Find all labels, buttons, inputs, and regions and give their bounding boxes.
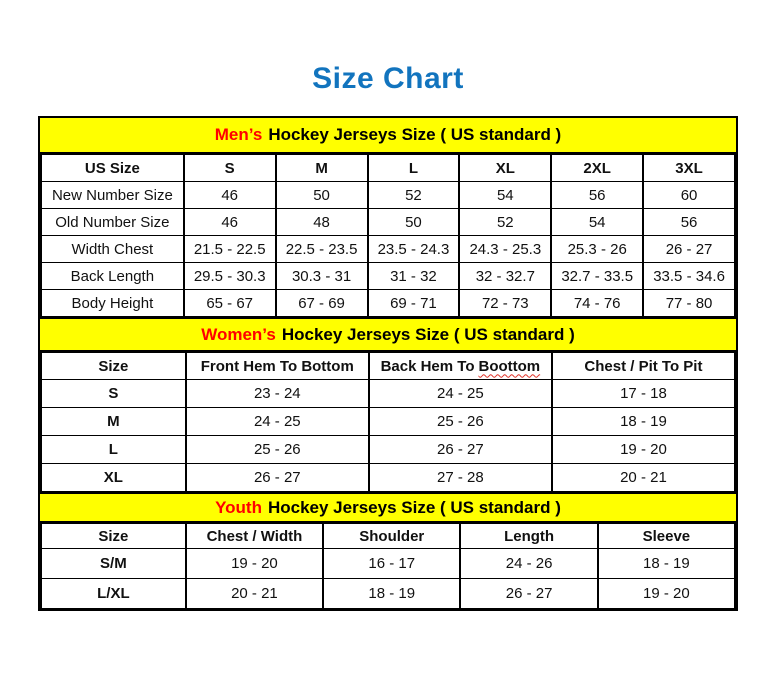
row-label: L/XL	[41, 579, 186, 609]
womens-header-row	[41, 353, 735, 380]
column-header: US Size	[41, 155, 184, 182]
table-cell: 50	[368, 209, 460, 236]
column-header	[369, 353, 552, 380]
table-cell: 23 - 24	[186, 380, 369, 408]
table-cell: 32 - 32.7	[459, 263, 551, 290]
table-cell: 77 - 80	[643, 290, 735, 317]
table-cell: 72 - 73	[459, 290, 551, 317]
table-cell: 54	[551, 209, 643, 236]
table-cell: 33.5 - 34.6	[643, 263, 735, 290]
table-cell: 56	[643, 209, 735, 236]
table-cell: 19 - 20	[552, 436, 735, 464]
table-cell: 23.5 - 24.3	[368, 236, 460, 263]
column-header: Chest / Width	[186, 524, 323, 549]
table-row	[41, 182, 735, 209]
table-cell: 22.5 - 23.5	[276, 236, 368, 263]
table-cell: 29.5 - 30.3	[184, 263, 276, 290]
column-header: Size	[41, 524, 186, 549]
column-header: 3XL	[643, 155, 735, 182]
row-label: New Number Size	[41, 182, 184, 209]
table-row	[41, 263, 735, 290]
table-cell: 46	[184, 182, 276, 209]
mens-size-table	[40, 154, 736, 317]
table-cell: 26 - 27	[643, 236, 735, 263]
table-cell: 52	[459, 209, 551, 236]
column-header: S	[184, 155, 276, 182]
row-label: S	[41, 380, 186, 408]
table-cell: 24 - 25	[369, 380, 552, 408]
mens-banner-text: Hockey Jerseys Size ( US standard )	[268, 125, 562, 144]
table-cell: 46	[184, 209, 276, 236]
table-cell: 26 - 27	[460, 579, 597, 609]
table-cell: 18 - 19	[552, 408, 735, 436]
table-cell: 54	[459, 182, 551, 209]
mens-section-banner	[40, 118, 736, 154]
page-title: Size Chart	[312, 62, 464, 95]
column-header: Length	[460, 524, 597, 549]
table-cell: 20 - 21	[186, 579, 323, 609]
womens-banner-text: Hockey Jerseys Size ( US standard )	[281, 324, 575, 344]
misspelled-word: Boottom	[478, 357, 541, 375]
mens-header-row	[41, 155, 735, 182]
table-row	[41, 579, 735, 609]
column-header: XL	[459, 155, 551, 182]
youth-banner-highlight: Youth	[215, 497, 262, 517]
column-header: M	[276, 155, 368, 182]
table-cell: 60	[643, 182, 735, 209]
table-cell: 50	[276, 182, 368, 209]
table-row	[41, 236, 735, 263]
size-chart	[38, 116, 738, 611]
table-cell: 56	[551, 182, 643, 209]
table-cell: 16 - 17	[323, 549, 460, 579]
row-label: Body Height	[41, 290, 184, 317]
youth-banner-text: Hockey Jerseys Size ( US standard )	[267, 497, 561, 517]
column-header: Chest / Pit To Pit	[552, 353, 735, 380]
row-label: M	[41, 408, 186, 436]
column-header: Front Hem To Bottom	[186, 353, 369, 380]
row-label: Back Length	[41, 263, 184, 290]
table-cell: 32.7 - 33.5	[551, 263, 643, 290]
table-cell: 26 - 27	[369, 436, 552, 464]
table-cell: 24 - 25	[186, 408, 369, 436]
table-cell: 30.3 - 31	[276, 263, 368, 290]
table-cell: 18 - 19	[598, 549, 735, 579]
table-cell: 27 - 28	[369, 464, 552, 492]
column-header: Sleeve	[598, 524, 735, 549]
row-label: Width Chest	[41, 236, 184, 263]
table-cell: 48	[276, 209, 368, 236]
table-cell: 25 - 26	[369, 408, 552, 436]
table-cell: 24.3 - 25.3	[459, 236, 551, 263]
table-cell: 24 - 26	[460, 549, 597, 579]
youth-header-row	[41, 524, 735, 549]
youth-section-banner	[40, 492, 736, 523]
table-row	[41, 380, 735, 408]
table-row	[41, 436, 735, 464]
table-cell: 74 - 76	[551, 290, 643, 317]
column-header: L	[368, 155, 460, 182]
table-row	[41, 464, 735, 492]
row-label: L	[41, 436, 186, 464]
column-header: 2XL	[551, 155, 643, 182]
womens-banner-highlight: Women’s	[201, 324, 276, 344]
table-cell: 18 - 19	[323, 579, 460, 609]
table-cell: 19 - 20	[186, 549, 323, 579]
table-row	[41, 549, 735, 579]
table-cell: 69 - 71	[368, 290, 460, 317]
table-cell: 20 - 21	[552, 464, 735, 492]
row-label: XL	[41, 464, 186, 492]
table-row	[41, 290, 735, 317]
table-cell: 17 - 18	[552, 380, 735, 408]
table-cell: 52	[368, 182, 460, 209]
table-cell: 25 - 26	[186, 436, 369, 464]
column-header: Shoulder	[323, 524, 460, 549]
column-header: Size	[41, 353, 186, 380]
table-cell: 67 - 69	[276, 290, 368, 317]
table-cell: 26 - 27	[186, 464, 369, 492]
mens-banner-highlight: Men’s	[214, 125, 263, 144]
table-row	[41, 209, 735, 236]
table-cell: 25.3 - 26	[551, 236, 643, 263]
row-label: S/M	[41, 549, 186, 579]
table-cell: 21.5 - 22.5	[184, 236, 276, 263]
table-cell: 31 - 32	[368, 263, 460, 290]
table-cell: 65 - 67	[184, 290, 276, 317]
row-label: Old Number Size	[41, 209, 184, 236]
womens-size-table	[40, 352, 736, 492]
youth-size-table	[40, 523, 736, 609]
table-row	[41, 408, 735, 436]
table-cell: 19 - 20	[598, 579, 735, 609]
womens-section-banner	[40, 317, 736, 352]
column-header-text: Back Hem To	[380, 357, 475, 375]
